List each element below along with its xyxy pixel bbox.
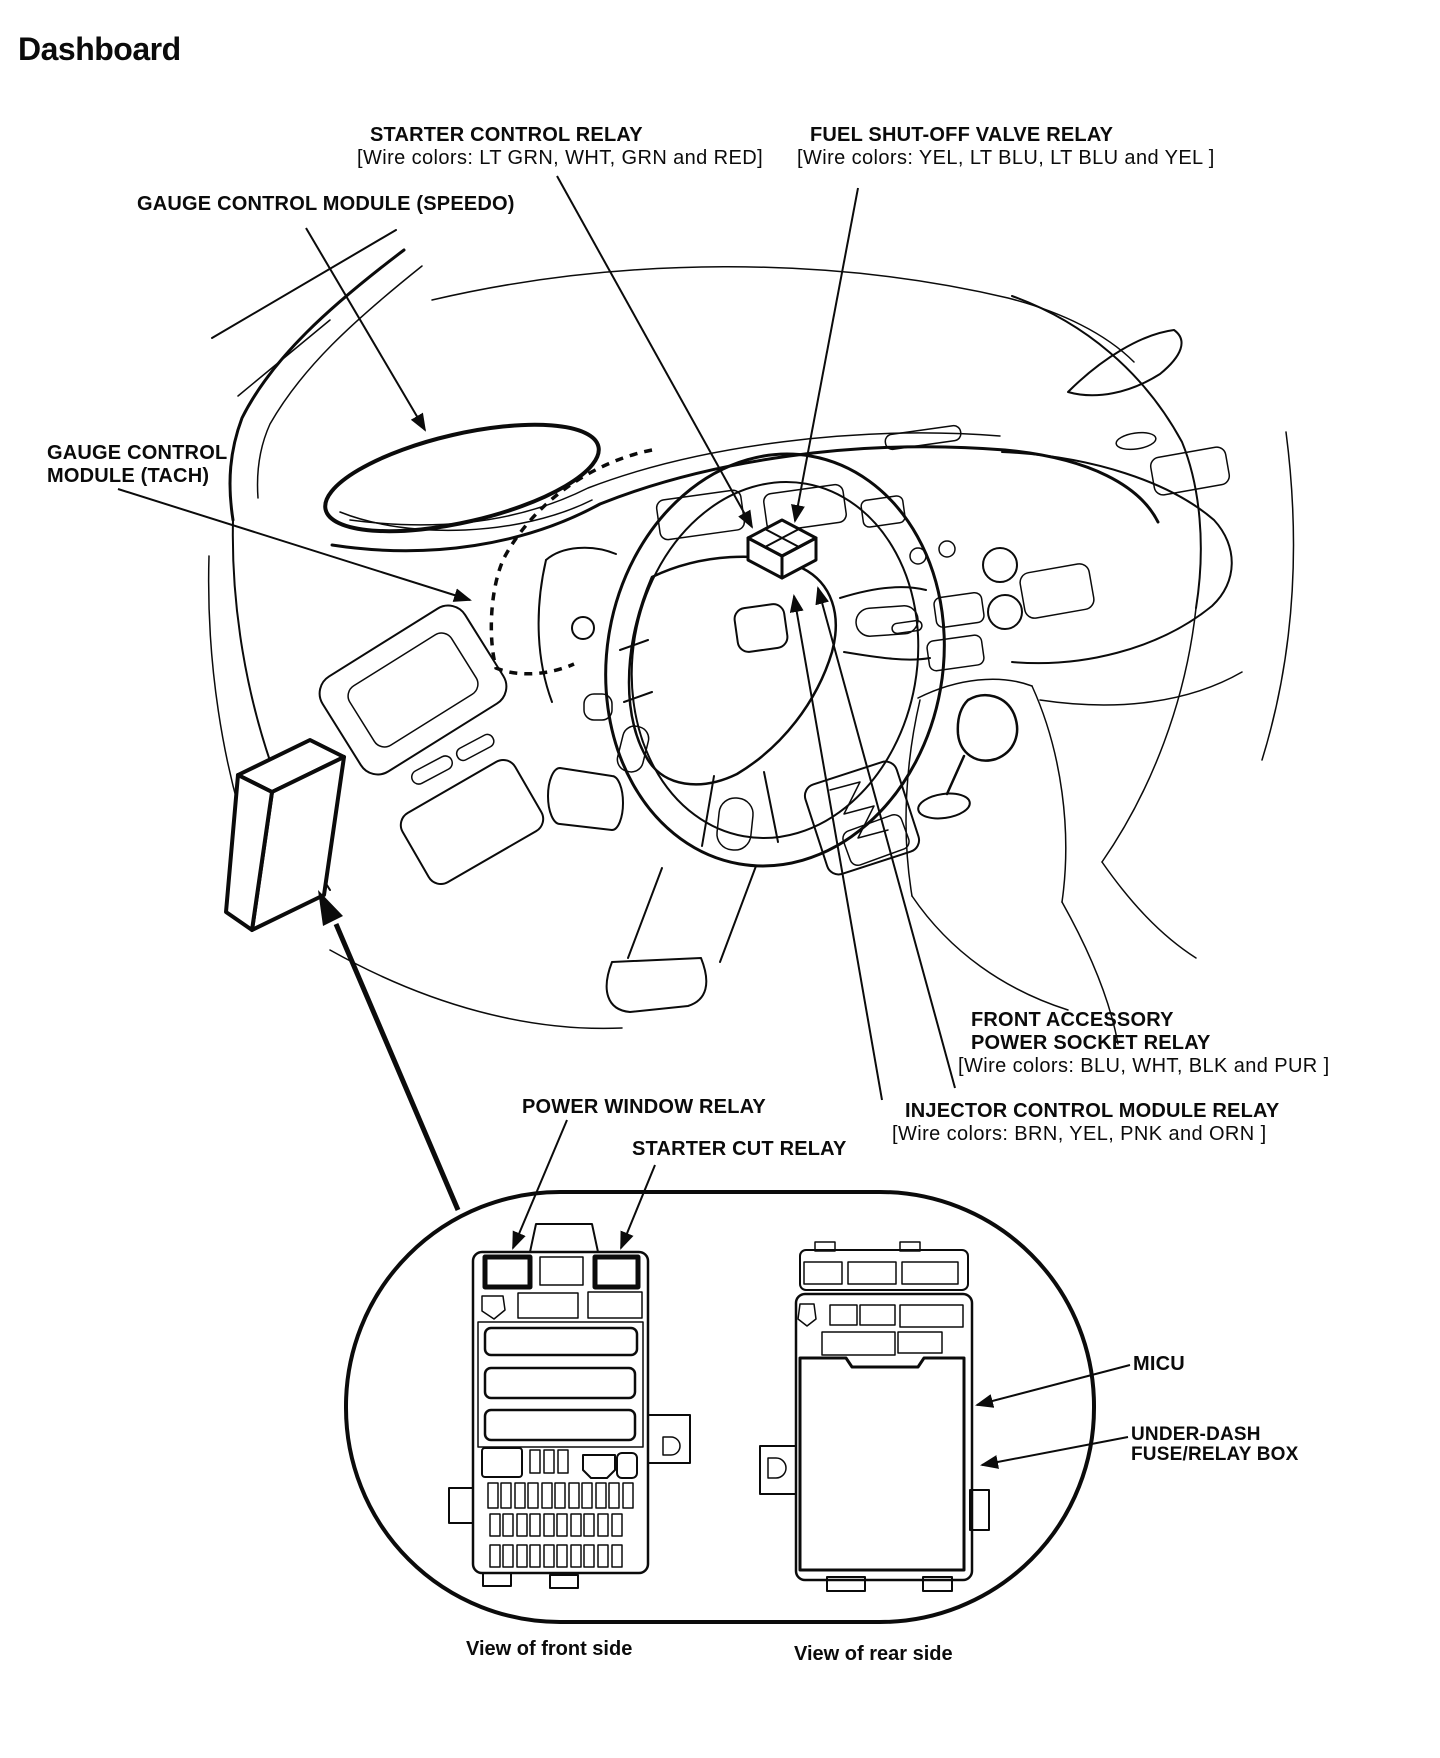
leader-front-accessory: [818, 588, 955, 1088]
leader-starter-control: [557, 176, 752, 527]
under-dash-line2: FUSE/RELAY BOX: [1131, 1444, 1299, 1465]
label-micu: [1133, 1353, 1185, 1376]
front-accessory-line1: FRONT ACCESSORY: [971, 1009, 1174, 1031]
gauge-control-module-speedo-name: GAUGE CONTROL MODULE (SPEEDO): [137, 193, 515, 215]
power-window-relay-socket: [485, 1257, 530, 1287]
leader-starter-cut: [621, 1165, 655, 1248]
fuse-grid: [488, 1483, 633, 1567]
gauge-control-module-tach-line1: GAUGE CONTROL: [47, 442, 228, 464]
label-injector-control-module-relay: [892, 1100, 1279, 1146]
leader-fuel-shutoff: [795, 188, 858, 521]
leader-injector: [794, 596, 882, 1100]
label-fuel-shut-off-valve-relay: [797, 124, 1215, 170]
fuel-shut-off-valve-relay-wires: [Wire colors: YEL, LT BLU, LT BLU and YEL ]: [797, 147, 1215, 169]
caption-rear-view: View of rear side: [794, 1643, 953, 1665]
leader-under-dash-box: [982, 1437, 1128, 1465]
leader-tach: [118, 489, 470, 600]
leader-speedo: [306, 228, 425, 430]
fuel-shut-off-valve-relay-name: FUEL SHUT-OFF VALVE RELAY: [810, 124, 1114, 146]
label-starter-cut-relay: [632, 1138, 847, 1161]
leader-micu: [977, 1365, 1130, 1405]
starter-cut-relay-name: STARTER CUT RELAY: [632, 1138, 847, 1160]
label-front-accessory-power-socket-relay: [958, 1009, 1330, 1078]
cabin-art: [209, 230, 1294, 1044]
under-dash-line1: UNDER-DASH: [1131, 1424, 1261, 1445]
front-accessory-wires: [Wire colors: BLU, WHT, BLK and PUR ]: [958, 1055, 1330, 1077]
fuse-box-front-view: [449, 1224, 690, 1588]
label-gauge-control-module-speedo: [137, 193, 515, 216]
starter-control-relay-name: STARTER CONTROL RELAY: [370, 124, 643, 146]
injector-relay-name: INJECTOR CONTROL MODULE RELAY: [905, 1100, 1280, 1122]
injector-relay-wires: [Wire colors: BRN, YEL, PNK and ORN ]: [892, 1123, 1267, 1145]
front-accessory-line2: POWER SOCKET RELAY: [971, 1032, 1211, 1054]
leader-power-window: [513, 1120, 567, 1248]
page-title: Dashboard: [18, 31, 181, 68]
inset-oval: [346, 1192, 1094, 1622]
label-starter-control-relay: [357, 124, 763, 170]
label-under-dash-fuse-relay-box: [1131, 1425, 1299, 1465]
inset-pointer-arrow: [318, 890, 458, 1210]
label-power-window-relay: [522, 1096, 766, 1119]
power-window-relay-name: POWER WINDOW RELAY: [522, 1096, 766, 1118]
caption-front-view: View of front side: [466, 1638, 633, 1660]
starter-cut-relay-socket: [595, 1257, 638, 1287]
micu-cover: [800, 1358, 964, 1570]
micu-name: MICU: [1133, 1353, 1185, 1375]
gauge-control-module-tach-line2: MODULE (TACH): [47, 465, 210, 487]
label-gauge-control-module-tach: [47, 442, 227, 488]
starter-control-relay-wires: [Wire colors: LT GRN, WHT, GRN and RED]: [357, 147, 764, 169]
fuse-box-rear-view: [760, 1242, 989, 1591]
